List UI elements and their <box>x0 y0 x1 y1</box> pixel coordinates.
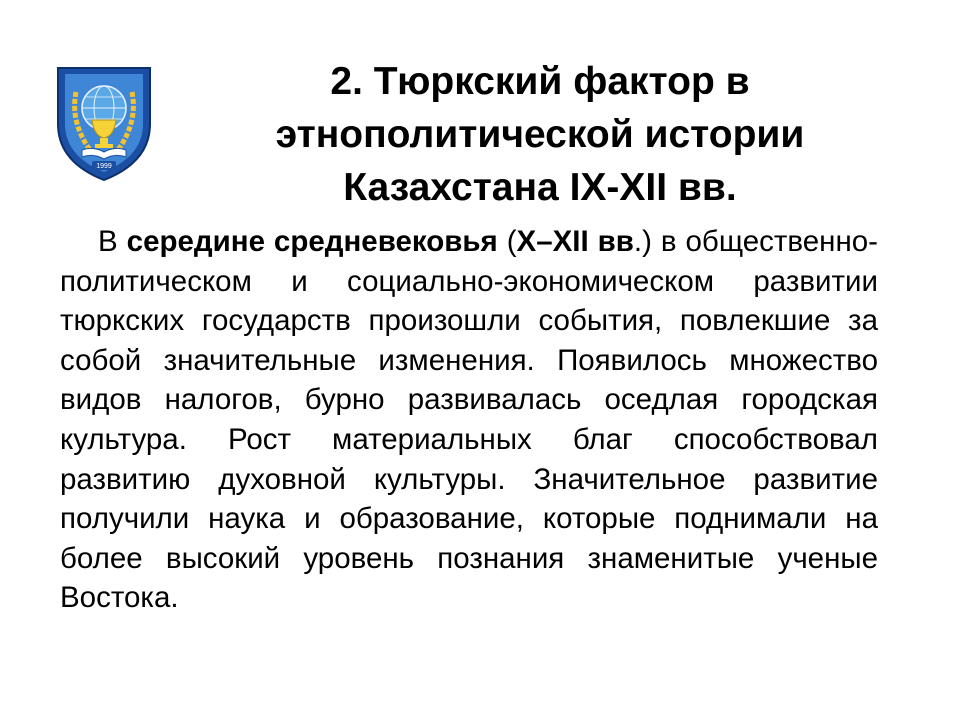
bold-period: X–XII вв <box>516 225 634 258</box>
university-emblem-icon <box>52 62 156 184</box>
slide-title <box>210 55 870 214</box>
body-paragraph <box>60 222 878 618</box>
paragraph-lead: В <box>98 225 118 258</box>
paragraph-text: в общественно-политическом и социально-экономическом развитии тюркских государств произошли события, повлекшие за собой значительные изменения. Появилось множество видов налогов, бурно развивалась оседлая городская культура. Рост материальных благ способствовал развитию духовной культуры. Значительное развитие получили наука и образование, которые поднимали на более высокий уровень познания знаменитые ученые Востока. <box>60 225 878 615</box>
paren-close: .) <box>633 225 661 258</box>
title-line-3: Казахстана IX-XII вв. <box>343 166 737 209</box>
bold-phrase: середине средневековья <box>126 225 498 258</box>
title-line-1: 2. Тюркский фактор в <box>330 60 750 103</box>
paren-open: ( <box>497 225 517 258</box>
logo-year: 1999 <box>96 163 112 170</box>
title-line-2: этнополитической истории <box>275 113 805 156</box>
